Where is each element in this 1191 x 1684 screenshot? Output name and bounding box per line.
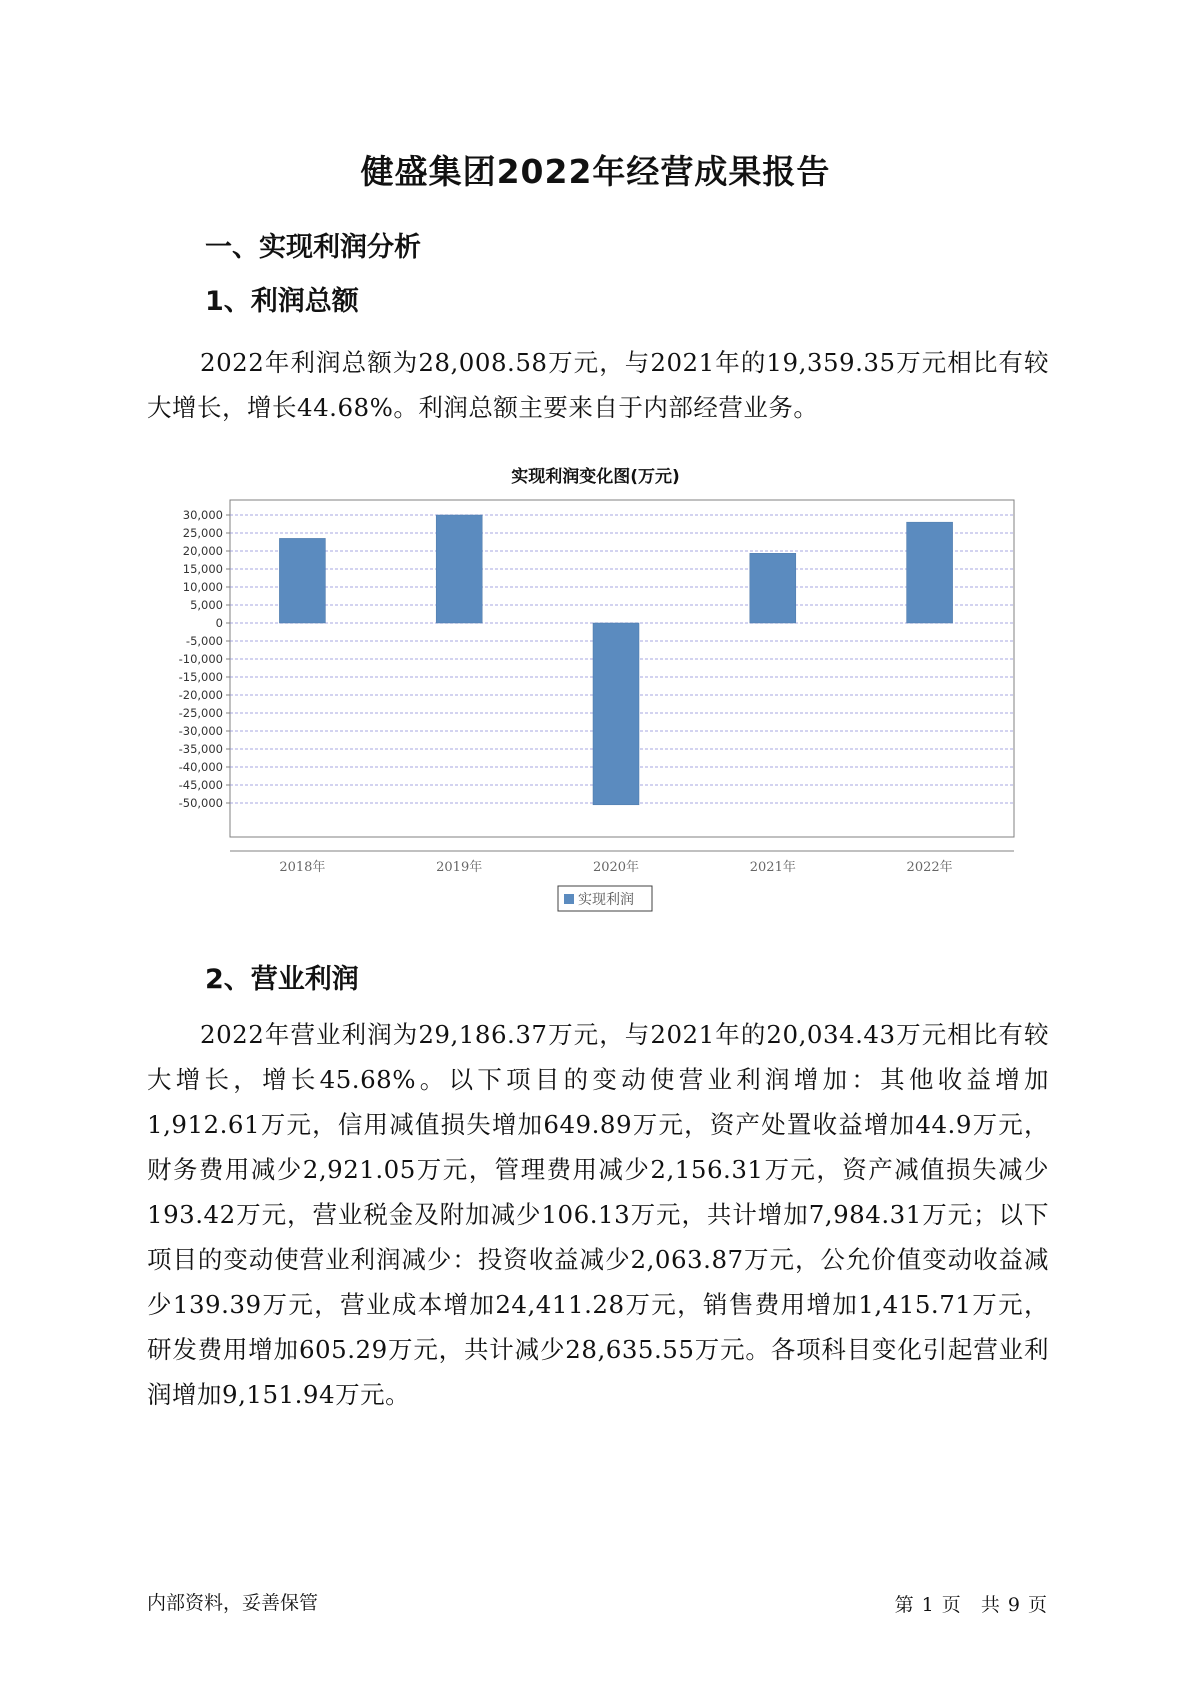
bar-2019年 bbox=[436, 515, 482, 623]
legend-label: 实现利润 bbox=[578, 892, 634, 908]
y-tick-label: -50,000 bbox=[178, 796, 223, 810]
page-prefix: 第 bbox=[894, 1594, 914, 1616]
y-tick-label: 30,000 bbox=[182, 508, 223, 522]
total-profit-paragraph: 2022年利润总额为28,008.58万元，与2021年的19,359.35万元相比有较大增长，增长44.68%。利润总额主要来自于内部经营业务。 bbox=[147, 348, 1049, 422]
subheading-operating-profit: 2、营业利润 bbox=[205, 964, 359, 995]
y-tick-label: -10,000 bbox=[178, 652, 223, 666]
total-prefix: 共 bbox=[980, 1594, 1000, 1616]
total-pages: 9 bbox=[1007, 1594, 1020, 1616]
page-title: 健盛集团2022年经营成果报告 bbox=[360, 152, 831, 191]
y-axis-ticks bbox=[179, 508, 230, 810]
y-tick-label: -40,000 bbox=[178, 760, 223, 774]
page-label: 页 bbox=[941, 1594, 961, 1616]
y-tick-label: -45,000 bbox=[178, 778, 223, 792]
bar-2018年 bbox=[279, 538, 325, 623]
legend bbox=[558, 886, 652, 911]
x-axis-ticks bbox=[279, 859, 952, 875]
x-tick-label: 2020年 bbox=[592, 860, 640, 875]
y-tick-label: 10,000 bbox=[182, 580, 223, 594]
profit-bar-chart bbox=[150, 490, 1030, 920]
y-tick-label: 25,000 bbox=[182, 526, 223, 540]
operating-profit-paragraph: 2022年营业利润为29,186.37万元，与2021年的20,034.43万元相比有较大增长，增长45.68%。以下项目的变动使营业利润增加：其他收益增加1,912.61万元，信用减值损失增加649.89万元，资产处置收益增加44.9万元，财务费用减少2,921.05万元，管理费用减少2,156.31万元，资产减值损失减少193.42万元，营业税金及附加减少106.13万元，共计增加7,984.31万元；以下项目的变动使营业利润减少：投资收益减少2,063.87万元，公允价值变动收益减少139.39万元，营业成本增加24,411.28万元，销售费用增加1,415.71万元，研发费用增加605.29万元，共计减少28,635.55万元。各项科目变化引起营业利润增加9,151.94万元。 bbox=[147, 1020, 1049, 1409]
y-tick-label: 20,000 bbox=[182, 544, 223, 558]
bar-2021年 bbox=[750, 553, 796, 623]
y-tick-label: -5,000 bbox=[185, 634, 223, 648]
page-number: 1 bbox=[921, 1594, 934, 1616]
legend-swatch bbox=[564, 894, 574, 904]
y-tick-label: -20,000 bbox=[178, 688, 223, 702]
y-tick-label: 0 bbox=[215, 616, 223, 630]
x-tick-label: 2021年 bbox=[749, 860, 796, 875]
x-tick-label: 2022年 bbox=[906, 860, 953, 875]
y-tick-label: -25,000 bbox=[178, 706, 223, 720]
y-tick-label: 5,000 bbox=[190, 598, 223, 612]
x-tick-label: 2018年 bbox=[279, 860, 326, 875]
x-tick-label: 2019年 bbox=[436, 860, 483, 875]
y-tick-label: -35,000 bbox=[178, 742, 223, 756]
section-heading-profit-analysis: 一、实现利润分析 bbox=[205, 232, 421, 263]
subheading-total-profit: 1、利润总额 bbox=[205, 286, 359, 317]
y-tick-label: -30,000 bbox=[178, 724, 223, 738]
footer-confidential-note: 内部资料，妥善保管 bbox=[147, 1592, 319, 1614]
total-suffix: 页 bbox=[1027, 1594, 1047, 1616]
y-tick-label: 15,000 bbox=[182, 562, 223, 576]
bar-2022年 bbox=[907, 522, 953, 623]
footer-page-indicator bbox=[891, 1590, 1051, 1617]
bar-2020年 bbox=[593, 623, 639, 805]
y-tick-label: -15,000 bbox=[178, 670, 223, 684]
chart-title: 实现利润变化图(万元) bbox=[511, 467, 680, 487]
